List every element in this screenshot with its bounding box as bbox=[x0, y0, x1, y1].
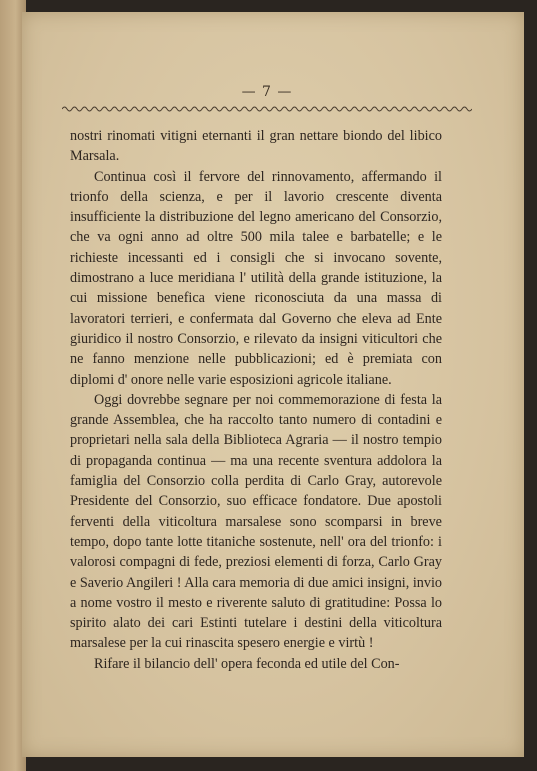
book-page bbox=[22, 12, 524, 757]
page-header bbox=[62, 84, 472, 118]
body-text bbox=[70, 126, 442, 674]
paragraph: nostri rinomati vitigni eternanti il gran nettare biondo del libico Marsala. bbox=[70, 128, 442, 165]
paragraph: Rifare il bilancio dell' opera feconda ed utile del Con- bbox=[94, 655, 400, 672]
paragraph: Continua così il fervore del rinnovamento, affermando il trionfo della scienza, e per il lavorio crescente diventa insufficiente la distribuzione del legno americano del Consorzio, che va ogni anno ad oltre 500 mila talee e barbatelle; e le richieste incessanti ed i consigli che si invocano sovente, dimostrano a luce meridiana l' utilità della grande istituzione, la cui missione benefica viene riconosciuta da una massa di lavoratori terrieri, e confermata dal Governo che eleva ad Ente giuridico il nostro Consorzio, e rilevato da insigni viticultori che ne fanno menzione nelle pubblicazioni; ed è premiata con diplomi d' onore nelle varie esposizioni agricole italiane. bbox=[70, 168, 442, 388]
page-number: — 7 — bbox=[241, 84, 293, 100]
paragraph: Oggi dovrebbe segnare per noi commemorazione di festa la grande Assemblea, che ha raccolto tanto numero di contadini e proprietari nella sala della Biblioteca Agraria — il nostro tempio di propaganda continua — ma una recente sventura addolora la famiglia del Consorzio colla perdita di Carlo Gray, autorevole Presidente del Consorzio, suo efficace fondatore. Due apostoli ferventi della viticoltura marsalese sono scomparsi in breve tempo, dopo tante lotte titaniche sostenute, nell' ora del trionfo: i valorosi compagni di fede, preziosi elementi di forza, Carlo Gray e Saverio Angileri ! Alla cara memoria di due amici insigni, invio a nome vostro il mesto e riverente saluto di gratitudine: Possa lo spirito alato dei cari Estinti tutelare i destini della viticoltura marsalese per la cui rinascita spesero energie e virtù ! bbox=[70, 391, 442, 652]
wavy-rule bbox=[62, 104, 472, 114]
